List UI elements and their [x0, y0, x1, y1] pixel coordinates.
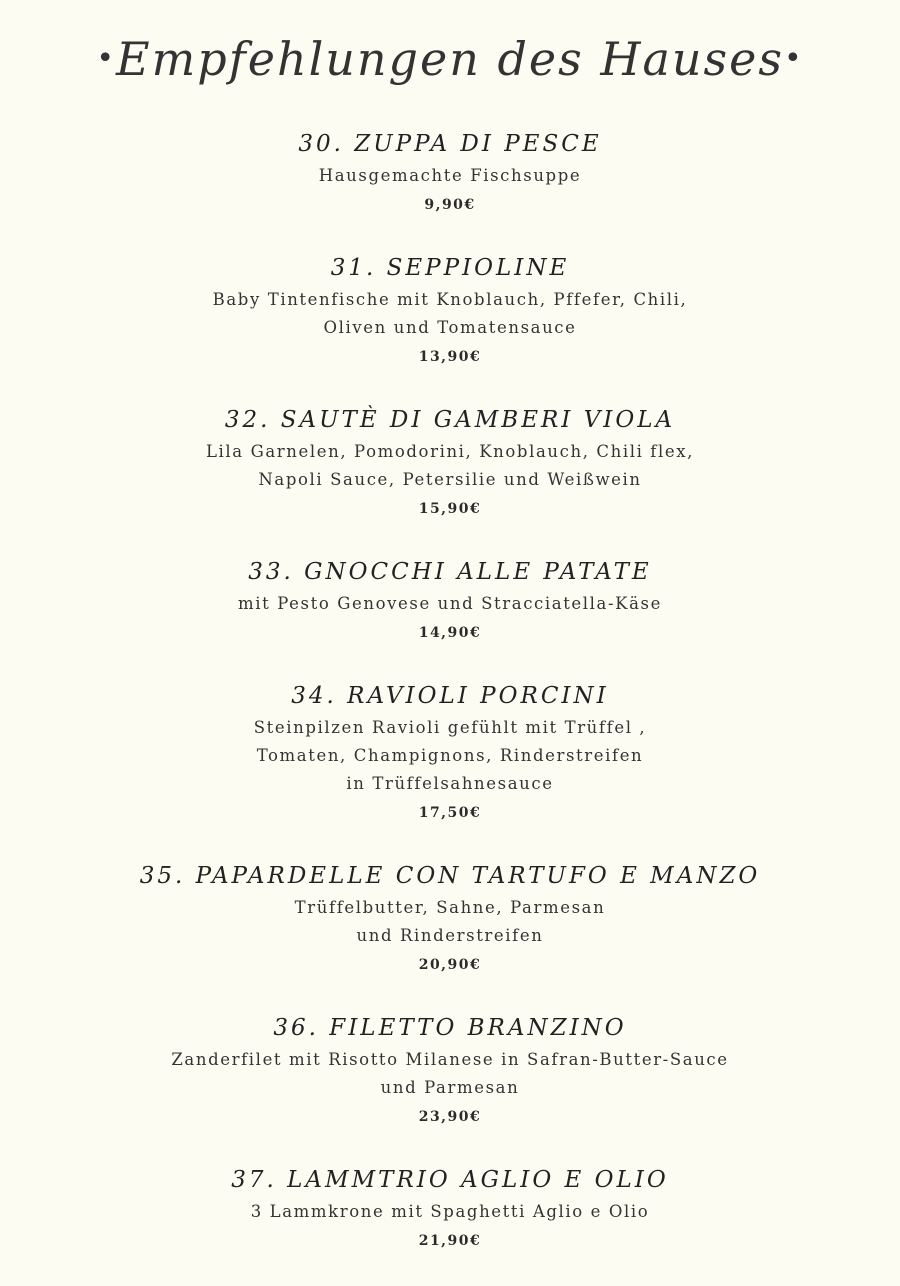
menu-item-price: 20,90€: [418, 957, 482, 973]
menu-item-title: 33. GNOCCHI ALLE PATATE: [248, 559, 652, 585]
menu-heading: [0, 14, 900, 108]
menu-item-description: mit Pesto Genovese und Stracciatella-Käse: [238, 594, 662, 613]
menu-item-title: 37. LAMMTRIO AGLIO E OLIO: [231, 1167, 669, 1193]
menu-item: [0, 554, 900, 648]
menu-item: [0, 126, 900, 220]
menu-item-price: 17,50€: [418, 805, 482, 821]
menu-item-description: 3 Lammkrone mit Spaghetti Aglio e Olio: [250, 1202, 650, 1221]
menu-item-price: 14,90€: [418, 625, 482, 641]
menu-item-title: 34. RAVIOLI PORCINI: [291, 683, 609, 709]
heading-dot-left: •: [96, 41, 117, 76]
menu-item-title: 36. FILETTO BRANZINO: [273, 1015, 627, 1041]
menu-item-title: 31. SEPPIOLINE: [330, 255, 570, 281]
menu-item: [0, 858, 900, 980]
menu-item-description: Oliven und Tomatensauce: [323, 318, 577, 337]
menu-item-description: Napoli Sauce, Petersilie und Weißwein: [258, 470, 642, 489]
menu-item: [0, 402, 900, 524]
menu-item-description: und Rinderstreifen: [356, 926, 544, 945]
heading-title: Empfehlungen des Hauses: [116, 32, 784, 86]
menu-item-price: 21,90€: [418, 1233, 482, 1249]
menu-item: [0, 1162, 900, 1256]
menu-item-price: 9,90€: [424, 197, 476, 213]
menu-item: [0, 250, 900, 372]
menu-item-description: Trüffelbutter, Sahne, Parmesan: [294, 898, 606, 917]
menu-item-description: Lila Garnelen, Pomodorini, Knoblauch, Chili flex,: [205, 442, 695, 461]
menu-item-price: 23,90€: [418, 1109, 482, 1125]
menu-item-title: 30. ZUPPA DI PESCE: [298, 131, 602, 157]
menu-item-price: 13,90€: [418, 349, 482, 365]
menu-item-description: in Trüffelsahnesauce: [346, 774, 554, 793]
menu-item-description: Tomaten, Champignons, Rinderstreifen: [256, 746, 644, 765]
menu-item-title: 32. SAUTÈ DI GAMBERI VIOLA: [224, 407, 676, 433]
menu-items-list: [0, 126, 900, 1286]
menu-item: [0, 678, 900, 828]
menu-item-price: 15,90€: [418, 501, 482, 517]
menu-item-description: und Parmesan: [380, 1078, 520, 1097]
menu-item-description: Steinpilzen Ravioli gefühlt mit Trüffel ,: [253, 718, 647, 737]
menu-item-description: Zanderfilet mit Risotto Milanese in Safran-Butter-Sauce: [171, 1050, 729, 1069]
menu-item-description: Hausgemachte Fischsuppe: [318, 166, 582, 185]
heading-dot-right: •: [783, 41, 804, 76]
menu-item-title: 35. PAPARDELLE CON TARTUFO E MANZO: [139, 863, 761, 889]
menu-item: [0, 1010, 900, 1132]
menu-item-description: Baby Tintenfische mit Knoblauch, Pffefer, Chili,: [212, 290, 688, 309]
